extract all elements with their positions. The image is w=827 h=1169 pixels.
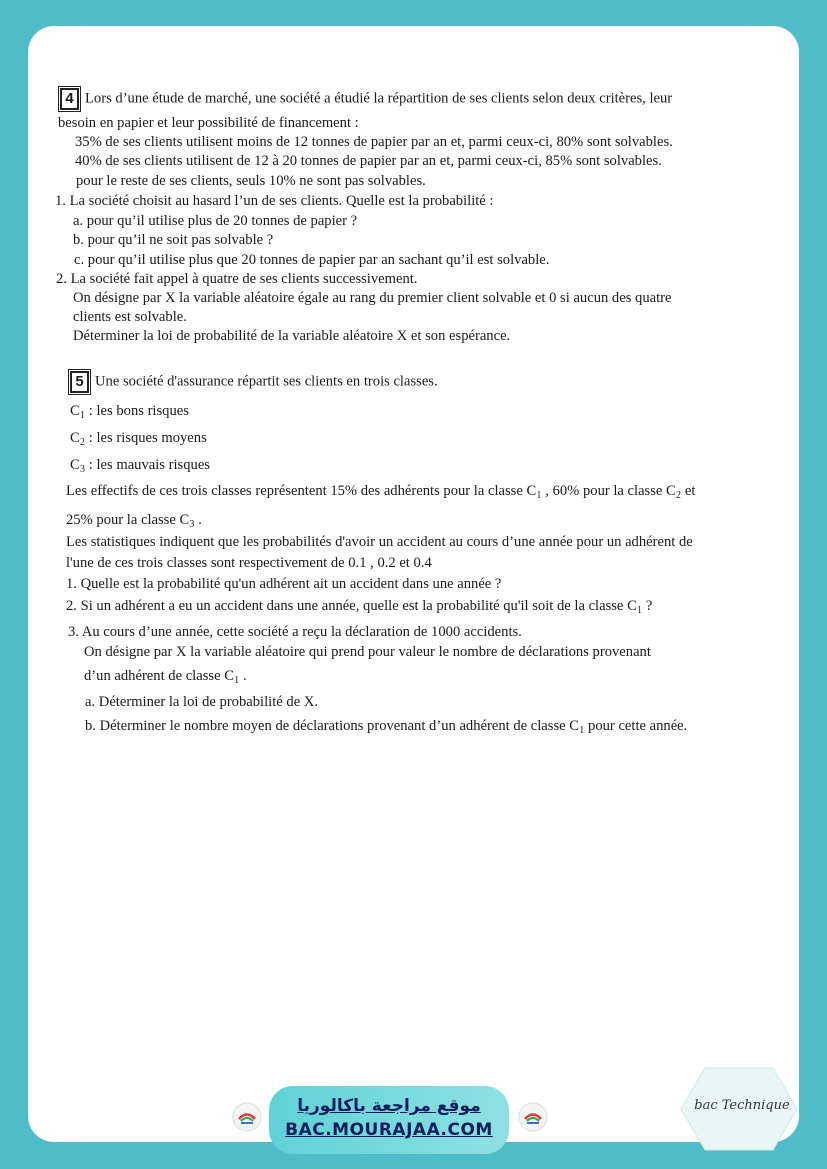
ex4-question-1: 1. La société choisit au hasard l’un de ses clients. Quelle est la probabilité :: [55, 193, 494, 209]
ex5-question-3b: b. Déterminer le nombre moyen de déclarations provenant d’un adhérent de classe $C_1$ pour cette année.: [85, 718, 688, 736]
site-logo-icon: [518, 1102, 548, 1132]
ex4-intro-line2: besoin en papier et leur possibilité de financement :: [58, 115, 359, 131]
ex5-question-3-line2: d’un adhérent de classe $C_1$ .: [84, 668, 247, 686]
ex5-class-2: $C_2$ : les risques moyens: [70, 430, 207, 448]
ex4-question-1a: a. pour qu’il utilise plus de 20 tonnes de papier ?: [73, 213, 358, 229]
site-name-arabic[interactable]: موقع مراجعة باكالوريا: [297, 1096, 481, 1116]
ex5-stats-line2: l'une de ces trois classes sont respectivement de 0.1 , 0.2 et 0.4: [66, 555, 432, 571]
page-content: [28, 26, 799, 1142]
ex5-stats-line1: Les statistiques indiquent que les probabilités d'avoir un accident au cours d’une année pour un adhérent de: [66, 534, 693, 550]
ex5-class-1: $C_1$ : les bons risques: [70, 403, 189, 421]
ex4-criterion-2: 40% de ses clients utilisent de 12 à 20 tonnes de papier par an et, parmi ceux-ci, 85% sont solvables.: [75, 153, 662, 169]
ex5-effectifs-line2: 25% pour la classe $C_3$ .: [66, 512, 202, 530]
ex4-question-1c: c. pour qu’il utilise plus que 20 tonnes de papier par an sachant qu’il est solvable.: [74, 252, 550, 268]
ex4-intro-line1: 4 Lors d’une étude de marché, une société a étudié la répartition de ses clients selon deux critères, leur: [60, 88, 672, 110]
ex5-question-3: 3. Au cours d’une année, cette société a reçu la déclaration de 1000 accidents.: [68, 624, 522, 640]
ex5-effectifs-line1: Les effectifs de ces trois classes représentent 15% des adhérents pour la classe $C_1$ , 60% pour la classe $C_2$ et: [66, 483, 696, 501]
site-url-link[interactable]: BAC.MOURAJAA.COM: [285, 1120, 493, 1140]
ex5-question-3-line1: On désigne par X la variable aléatoire qui prend pour valeur le nombre de déclarations provenant: [84, 644, 651, 660]
ex4-question-2-line3: Déterminer la loi de probabilité de la variable aléatoire X et son espérance.: [73, 328, 511, 344]
ex4-criterion-3: pour le reste de ses clients, seuls 10% ne sont pas solvables.: [76, 173, 426, 189]
ex5-question-1: 1. Quelle est la probabilité qu'un adhérent ait un accident dans une année ?: [66, 576, 502, 592]
ex4-number: 4: [60, 88, 79, 110]
ex4-question-2-line1: On désigne par X la variable aléatoire égale au rang du premier client solvable et 0 si aucun des quatre: [73, 290, 672, 306]
ex4-question-2-line2: clients est solvable.: [73, 309, 187, 325]
ex4-criterion-1: 35% de ses clients utilisent moins de 12 tonnes de papier par an et, parmi ceux-ci, 80% sont solvables.: [75, 134, 673, 150]
ex4-question-2: 2. La société fait appel à quatre de ses clients successivement.: [56, 271, 418, 287]
ex5-intro: 5 Une société d'assurance répartit ses clients en trois classes.: [70, 371, 438, 393]
ex5-class-3: $C_3$ : les mauvais risques: [70, 457, 210, 475]
site-banner[interactable]: [269, 1086, 509, 1154]
ex4-question-1b: b. pour qu’il ne soit pas solvable ?: [73, 232, 274, 248]
stamp-label: bac Technique: [694, 1098, 790, 1113]
ex5-question-3a: a. Déterminer la loi de probabilité de X.: [85, 694, 319, 710]
ex5-question-2: 2. Si un adhérent a eu un accident dans une année, quelle est la probabilité qu'il soit de la classe $C_1$ ?: [66, 598, 653, 616]
ex5-number: 5: [70, 371, 89, 393]
site-logo-icon: [232, 1102, 262, 1132]
document-page: [28, 26, 799, 1142]
